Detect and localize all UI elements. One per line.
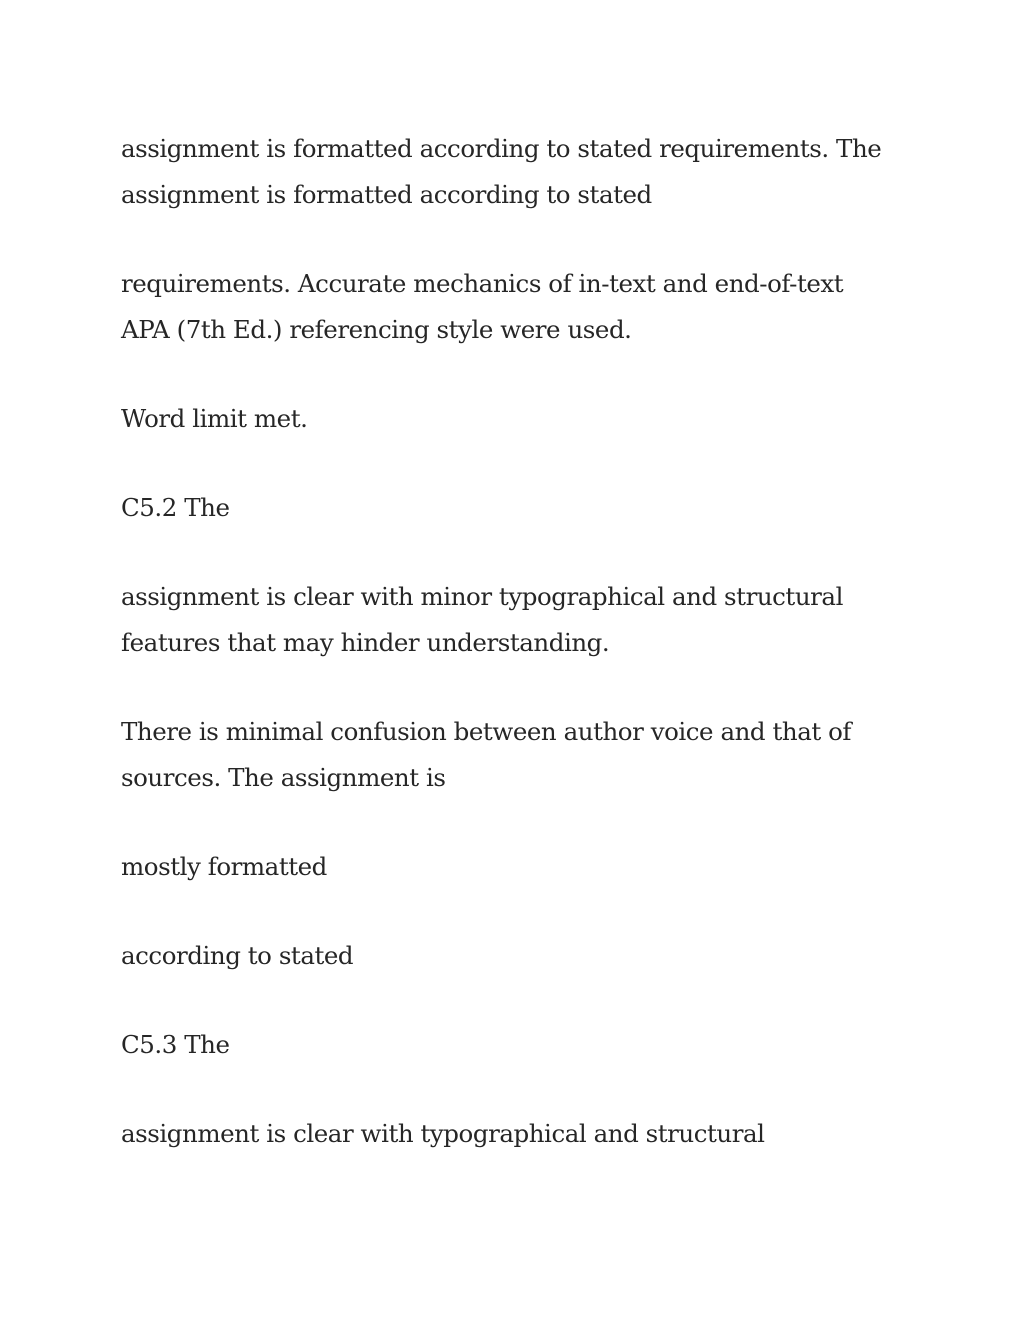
text-line: C5.3 The <box>121 1030 230 1059</box>
paragraph-minor-typographical <box>121 574 921 666</box>
paragraph-according-to-stated <box>121 933 921 979</box>
text-line: requirements. Accurate mechanics of in-text and end-of-text <box>121 269 844 298</box>
paragraph-formatting-requirements <box>121 126 921 218</box>
text-line: Word limit met. <box>121 404 308 433</box>
text-line: assignment is formatted according to stated requirements. The <box>121 134 882 163</box>
text-line: APA (7th Ed.) referencing style were used. <box>121 315 632 344</box>
text-line: features that may hinder understanding. <box>121 628 610 657</box>
text-line: assignment is clear with minor typographical and structural <box>121 582 843 611</box>
text-line: assignment is formatted according to stated <box>121 180 652 209</box>
paragraph-typographical-structural <box>121 1111 921 1157</box>
paragraph-mostly-formatted <box>121 844 921 890</box>
text-line: according to stated <box>121 941 354 970</box>
text-line: mostly formatted <box>121 852 327 881</box>
criterion-c5-2-heading <box>121 485 921 531</box>
document-body <box>121 126 921 1200</box>
text-line: C5.2 The <box>121 493 230 522</box>
text-line: There is minimal confusion between author voice and that of <box>121 717 852 746</box>
paragraph-word-limit <box>121 396 921 442</box>
text-line: sources. The assignment is <box>121 763 446 792</box>
paragraph-apa-referencing <box>121 261 921 353</box>
text-line: assignment is clear with typographical and structural <box>121 1119 765 1148</box>
criterion-c5-3-heading <box>121 1022 921 1068</box>
paragraph-author-voice <box>121 709 921 801</box>
